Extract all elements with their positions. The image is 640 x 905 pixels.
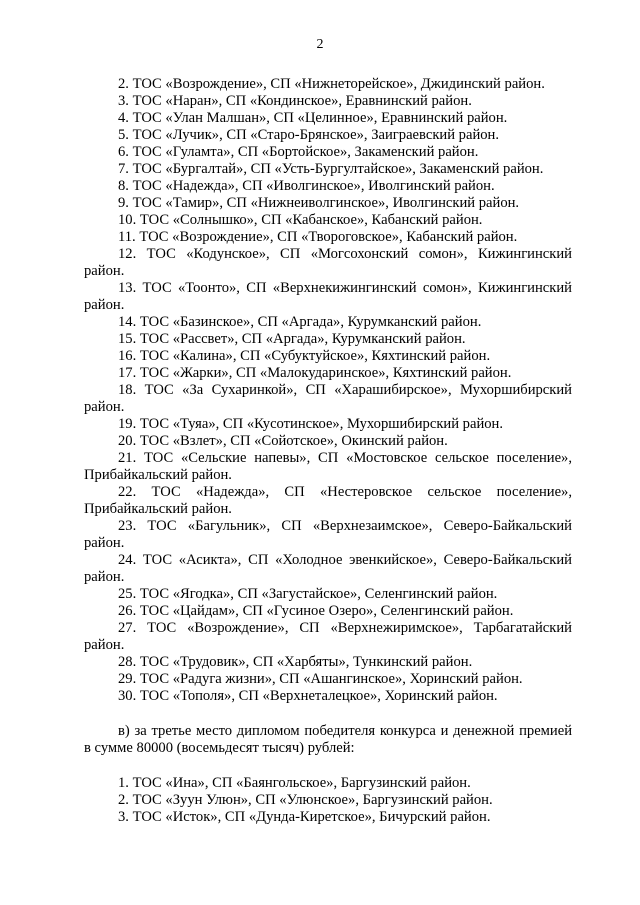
list-item: 6. ТОС «Гуламта», СП «Бортойское», Закаменский район. [118, 144, 479, 160]
list-item: 21. ТОС «Сельские напевы», СП «Мостовское сельское поселение», Прибайкальский район. [84, 450, 572, 483]
list-item: 14. ТОС «Базинское», СП «Аргада», Курумканский район. [118, 314, 482, 330]
list-item: 3. ТОС «Наран», СП «Кондинское», Еравнинский район. [118, 93, 472, 109]
list-item: 17. ТОС «Жарки», СП «Малокударинское», Кяхтинский район. [118, 365, 512, 381]
list-item: 12. ТОС «Кодунское», СП «Могсохонский сомон», Кижингинский район. [84, 246, 572, 279]
list-item: 30. ТОС «Тополя», СП «Верхнеталецкое», Хоринский район. [118, 688, 498, 704]
list-item: 26. ТОС «Цайдам», СП «Гусиное Озеро», Селенгинский район. [118, 603, 514, 619]
list-item: 28. ТОС «Трудовик», СП «Харбяты», Тункинский район. [118, 654, 473, 670]
list-item: 11. ТОС «Возрождение», СП «Твороговское», Кабанский район. [118, 229, 518, 245]
spacer [84, 705, 572, 723]
list-item: 23. ТОС «Багульник», СП «Верхнезаимское», Северо-Байкальский район. [84, 518, 572, 551]
list-item: 24. ТОС «Асикта», СП «Холодное эвенкийское», Северо-Байкальский район. [84, 552, 572, 585]
list-item: 13. ТОС «Тоонто», СП «Верхнекижингинский сомон», Кижингинский район. [84, 280, 572, 313]
award-list-a [84, 76, 572, 705]
list-item: 16. ТОС «Калина», СП «Субуктуйское», Кяхтинский район. [118, 348, 491, 364]
list-item: 25. ТОС «Ягодка», СП «Загустайское», Селенгинский район. [118, 586, 498, 602]
list-item: 27. ТОС «Возрождение», СП «Верхнежиримское», Тарбагатайский район. [84, 620, 572, 653]
list-item: 2. ТОС «Возрождение», СП «Нижнеторейское», Джидинский район. [118, 76, 545, 92]
list-item: 4. ТОС «Улан Малшан», СП «Целинное», Еравнинский район. [118, 110, 508, 126]
list-item: 8. ТОС «Надежда», СП «Иволгинское», Иволгинский район. [118, 178, 495, 194]
list-item: 29. ТОС «Радуга жизни», СП «Ашангинское», Хоринский район. [118, 671, 523, 687]
list-item: 18. ТОС «За Сухаринкой», СП «Харашибирское», Мухоршибирский район. [84, 382, 572, 415]
list-item: 1. ТОС «Ина», СП «Баянгольское», Баргузинский район. [118, 775, 471, 791]
list-item: 20. ТОС «Взлет», СП «Сойотское», Окинский район. [118, 433, 448, 449]
list-item: 22. ТОС «Надежда», СП «Нестеровское сельское поселение», Прибайкальский район. [84, 484, 572, 517]
list-item: 15. ТОС «Рассвет», СП «Аргада», Курумканский район. [118, 331, 466, 347]
list-item: 3. ТОС «Исток», СП «Дунда-Киретское», Бичурский район. [118, 809, 491, 825]
list-item: 5. ТОС «Лучик», СП «Старо-Брянское», Заиграевский район. [118, 127, 500, 143]
section-heading-third-place: в) за третье место дипломом победителя конкурса и денежной премией в сумме 80000 (восемьдесят тысяч) рублей: [84, 723, 572, 756]
document-body [84, 76, 572, 826]
list-item: 10. ТОС «Солнышко», СП «Кабанское», Кабанский район. [118, 212, 483, 228]
list-item: 19. ТОС «Туяа», СП «Кусотинское», Мухоршибирский район. [118, 416, 504, 432]
page-number: 2 [316, 37, 324, 52]
spacer [84, 757, 572, 775]
list-item: 7. ТОС «Бургалтай», СП «Усть-Бургултайское», Закаменский район. [118, 161, 544, 177]
list-item: 2. ТОС «Зуун Улюн», СП «Улюнское», Баргузинский район. [118, 792, 493, 808]
award-list-c [84, 775, 572, 826]
list-item: 9. ТОС «Тамир», СП «Нижнеиволгинское», Иволгинский район. [118, 195, 520, 211]
